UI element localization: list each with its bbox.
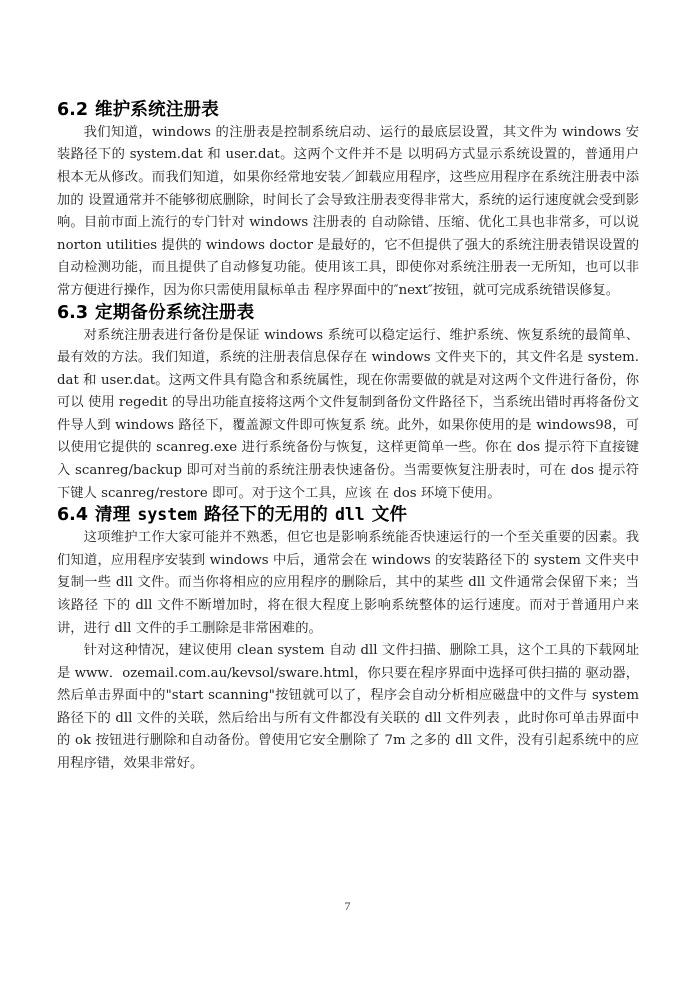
heading-6-4 <box>57 505 639 527</box>
heading-6-4-text-after: 文件 <box>371 505 408 526</box>
heading-6-4-mono-dll: dll <box>334 505 365 525</box>
heading-6-2-title: 维护系统注册表 <box>95 100 219 120</box>
page-content <box>57 100 639 776</box>
page-number: 7 <box>344 899 351 913</box>
heading-6-2-number: 6.2 <box>57 100 89 120</box>
paragraph-6-3: 对系统注册表进行备份是保证 windows 系统可以稳定运行、维护系统、恢复系统的最简单、最有效的方法。我们知道，系统的注册表信息保存在 windows 文件夹下的，其文件名是 system.dat 和 user.dat。这两文件具有隐含和系统属性，现在你需要做的就是对这两个文件进行备份，你可以 使用 regedit 的导出功能直接将这两个文件复制到备份文件路径下，当系统出错时再将备份文件导人到 windows 路径下，覆盖源文件即可恢复系 统。此外，如果你使用的是 windows98，可以使用它提供的 scanreg.exe 进行系统备份与恢复，这样更简单一些。你在 dos 提示符下直接键入 scanreg/backup 即可对当前的系统注册表快速备份。当需要恢复注册表时，可在 dos 提示符下键人 scanreg/restore 即可。对于这个工具，应该 在 dos 环境下使用。 <box>57 327 639 501</box>
heading-6-2 <box>57 100 639 122</box>
page-number-footer <box>0 899 695 914</box>
paragraph-6-2: 我们知道，windows 的注册表是控制系统启动、运行的最底层设置，其文件为 windows 安装路径下的 system.dat 和 user.dat。这两个文件并不是 以明码方式显示系统设置的，普通用户根本无从修改。而我们知道，如果你经常地安装／卸载应用程序，这些应用程序在系统注册表中添加的 设置通常并不能够彻底删除，时间长了会导致注册表变得非常大，系统的运行速度就会受到影响。目前市面上流行的专门针对 windows 注册表的 自动除错、压缩、优化工具也非常多，可以说 norton utilities 提供的 windows doctor 是最好的，它不但提供了强大的系统注册表错误设置的 自动检测功能，而且提供了自动修复功能。使用该工具，即使你对系统注册表一无所知，也可以非常方便进行操作，因为你只需使用鼠标单击 程序界面中的″next″按钮，就可完成系统错误修复。 <box>57 124 639 299</box>
heading-6-4-number: 6.4 <box>57 505 89 526</box>
heading-6-4-text-before: 清理 <box>95 505 131 526</box>
paragraph-6-4-first: 这项维护工作大家可能并不熟悉，但它也是影响系统能否快速运行的一个至关重要的因素。我们知道，应用程序安装到 windows 中后，通常会在 windows 的安装路径下的 system 文件夹中复制一些 dll 文件。而当你将相应的应用程序的删除后，其中的某些 dll 文件通常会保留下来；当该路径 下的 dll 文件不断增加时，将在很大程度上影响系统整体的运行速度。而对于普通用户来讲，进行 dll 文件的手工删除是非常困难的。 <box>57 530 639 636</box>
heading-6-4-mono-system: system <box>137 505 198 525</box>
heading-6-4-text-middle: 路径下的无用的 <box>204 505 328 526</box>
heading-6-3 <box>57 303 639 325</box>
paragraph-6-4-second: 针对这种情况，建议使用 clean system 自动 dll 文件扫描、删除工具，这个工具的下载网址是 www．ozemail.com.au/kevsol/sware.html，你只要在程序界面中选择可供扫描的 驱动器，然后单击界面中的"start scanning"按钮就可以了，程序会自动分析相应磁盘中的文件与 system 路径下的 dll 文件的关联，然后给出与所有文件都没有关联的 dll 文件列表 ，此时你可单击界面中的 ok 按钮进行删除和自动备份。曾使用它安全删除了 7m 之多的 dll 文件，没有引起系统中的应用程序错，效果非常好。 <box>57 643 639 772</box>
heading-6-3-title: 定期备份系统注册表 <box>95 302 255 323</box>
heading-6-3-number: 6.3 <box>57 302 89 323</box>
